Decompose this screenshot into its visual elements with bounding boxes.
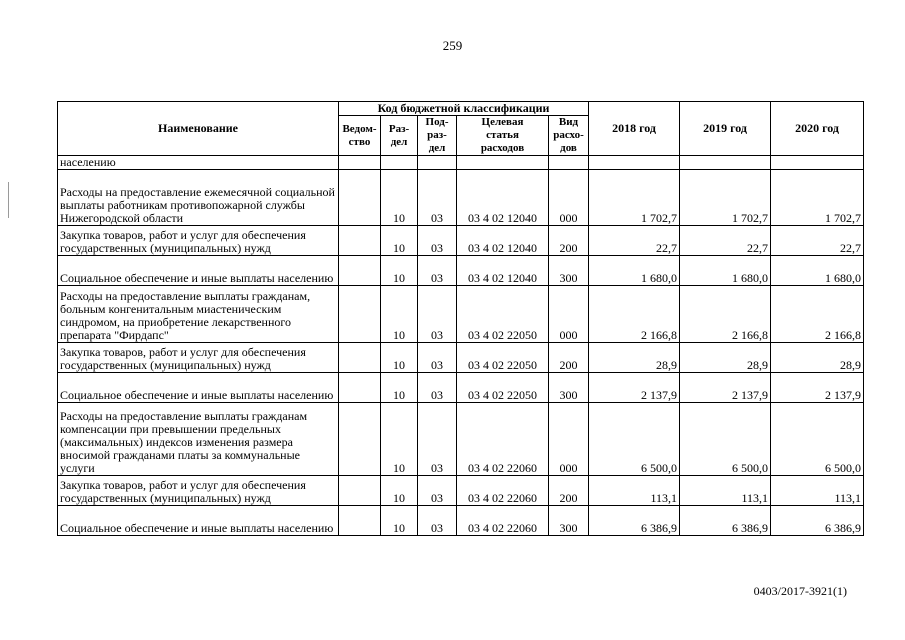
header-vedomstvo-text: Ведом- ство [342,122,377,148]
table-row [58,256,864,286]
header-razdel-text: Раз- дел [388,122,410,148]
header-podrazdel [418,116,457,156]
row-vedomstvo [339,476,381,506]
row-amount-2020: 6 500,0 [771,403,864,476]
row-vedomstvo [339,373,381,403]
row-target-article: 03 4 02 22050 [457,286,549,343]
row-razdel: 10 [381,373,418,403]
row-amount-2020: 1 680,0 [771,256,864,286]
row-amount-2019: 28,9 [680,343,771,373]
row-amount-2018: 1 702,7 [589,170,680,226]
row-target-article: 03 4 02 22050 [457,373,549,403]
row-amount-2019: 2 166,8 [680,286,771,343]
row-name: Расходы на предоставление выплаты гражданам компенсации при превышении предельных (максимальных) индексов изменения размера вносимой гражданами платы за коммунальные услуги [58,403,339,476]
table-row [58,506,864,536]
table-row [58,476,864,506]
row-podrazdel: 03 [418,403,457,476]
header-vedomstvo [339,116,381,156]
row-razdel: 10 [381,343,418,373]
row-expense-type [549,156,589,170]
row-expense-type: 300 [549,506,589,536]
row-podrazdel: 03 [418,373,457,403]
header-budget-code-group: Код бюджетной классификации [339,102,589,116]
row-podrazdel [418,156,457,170]
row-razdel: 10 [381,256,418,286]
row-expense-type: 000 [549,403,589,476]
row-amount-2019: 1 680,0 [680,256,771,286]
row-razdel: 10 [381,286,418,343]
row-amount-2018: 6 500,0 [589,403,680,476]
row-target-article: 03 4 02 22060 [457,476,549,506]
row-amount-2020: 6 386,9 [771,506,864,536]
row-podrazdel: 03 [418,476,457,506]
table-row [58,373,864,403]
row-podrazdel: 03 [418,286,457,343]
row-vedomstvo [339,286,381,343]
row-vedomstvo [339,226,381,256]
row-amount-2020: 1 702,7 [771,170,864,226]
header-razdel [381,116,418,156]
row-vedomstvo [339,256,381,286]
row-razdel: 10 [381,170,418,226]
row-target-article: 03 4 02 12040 [457,226,549,256]
row-target-article: 03 4 02 12040 [457,170,549,226]
row-amount-2019 [680,156,771,170]
row-amount-2018: 2 137,9 [589,373,680,403]
row-expense-type: 000 [549,170,589,226]
row-vedomstvo [339,506,381,536]
row-vedomstvo [339,403,381,476]
table-row [58,226,864,256]
row-amount-2020: 22,7 [771,226,864,256]
row-target-article: 03 4 02 12040 [457,256,549,286]
row-expense-type: 200 [549,343,589,373]
table-row [58,156,864,170]
margin-mark [8,182,9,218]
row-amount-2018: 22,7 [589,226,680,256]
row-amount-2018: 28,9 [589,343,680,373]
header-target-article-text: Целевая статья расходов [480,116,525,154]
table-row [58,403,864,476]
row-amount-2018: 6 386,9 [589,506,680,536]
row-expense-type: 300 [549,373,589,403]
row-vedomstvo [339,343,381,373]
row-amount-2020: 113,1 [771,476,864,506]
row-razdel: 10 [381,403,418,476]
table-body [58,156,864,536]
row-expense-type: 000 [549,286,589,343]
row-amount-2019: 6 386,9 [680,506,771,536]
row-target-article: 03 4 02 22060 [457,506,549,536]
row-amount-2020: 2 137,9 [771,373,864,403]
row-podrazdel: 03 [418,170,457,226]
table-row [58,286,864,343]
row-vedomstvo [339,156,381,170]
row-amount-2019: 1 702,7 [680,170,771,226]
row-amount-2018: 2 166,8 [589,286,680,343]
row-amount-2018: 1 680,0 [589,256,680,286]
row-name: населению [58,156,339,170]
row-razdel: 10 [381,226,418,256]
header-name: Наименование [58,102,339,156]
header-expense-type-text: Вид расхо- дов [553,116,584,154]
row-target-article: 03 4 02 22060 [457,403,549,476]
budget-table [57,101,864,536]
row-amount-2018 [589,156,680,170]
page-number: 259 [442,38,463,53]
row-razdel: 10 [381,476,418,506]
row-name: Расходы на предоставление ежемесячной социальной выплаты работникам противопожарной службы Нижегородской области [58,170,339,226]
row-name: Социальное обеспечение и иные выплаты населению [58,256,339,286]
row-amount-2018: 113,1 [589,476,680,506]
row-amount-2019: 2 137,9 [680,373,771,403]
row-amount-2019: 113,1 [680,476,771,506]
table-row [58,343,864,373]
row-podrazdel: 03 [418,256,457,286]
row-podrazdel: 03 [418,343,457,373]
row-expense-type: 200 [549,226,589,256]
row-expense-type: 200 [549,476,589,506]
row-amount-2019: 6 500,0 [680,403,771,476]
row-amount-2020 [771,156,864,170]
row-amount-2020: 2 166,8 [771,286,864,343]
row-target-article [457,156,549,170]
row-razdel: 10 [381,506,418,536]
row-podrazdel: 03 [418,226,457,256]
row-amount-2020: 28,9 [771,343,864,373]
row-podrazdel: 03 [418,506,457,536]
row-amount-2019: 22,7 [680,226,771,256]
row-name: Расходы на предоставление выплаты гражданам, больным конгенитальным миастеническим синдромом, на приобретение лекарственного препарата "Фирдапс" [58,286,339,343]
row-razdel [381,156,418,170]
row-name: Социальное обеспечение и иные выплаты населению [58,506,339,536]
header-expense-type [549,116,589,156]
row-target-article: 03 4 02 22050 [457,343,549,373]
document-code: 0403/2017-3921(1) [753,584,847,598]
row-expense-type: 300 [549,256,589,286]
header-target-article [457,116,549,156]
row-name: Закупка товаров, работ и услуг для обеспечения государственных (муниципальных) нужд [58,476,339,506]
header-year-2019: 2019 год [680,102,771,156]
row-name: Закупка товаров, работ и услуг для обеспечения государственных (муниципальных) нужд [58,343,339,373]
header-year-2018: 2018 год [589,102,680,156]
header-year-2020: 2020 год [771,102,864,156]
row-name: Закупка товаров, работ и услуг для обеспечения государственных (муниципальных) нужд [58,226,339,256]
row-vedomstvo [339,170,381,226]
row-name: Социальное обеспечение и иные выплаты населению [58,373,339,403]
table-row [58,170,864,226]
header-podrazdel-text: Под- раз- дел [425,116,449,154]
